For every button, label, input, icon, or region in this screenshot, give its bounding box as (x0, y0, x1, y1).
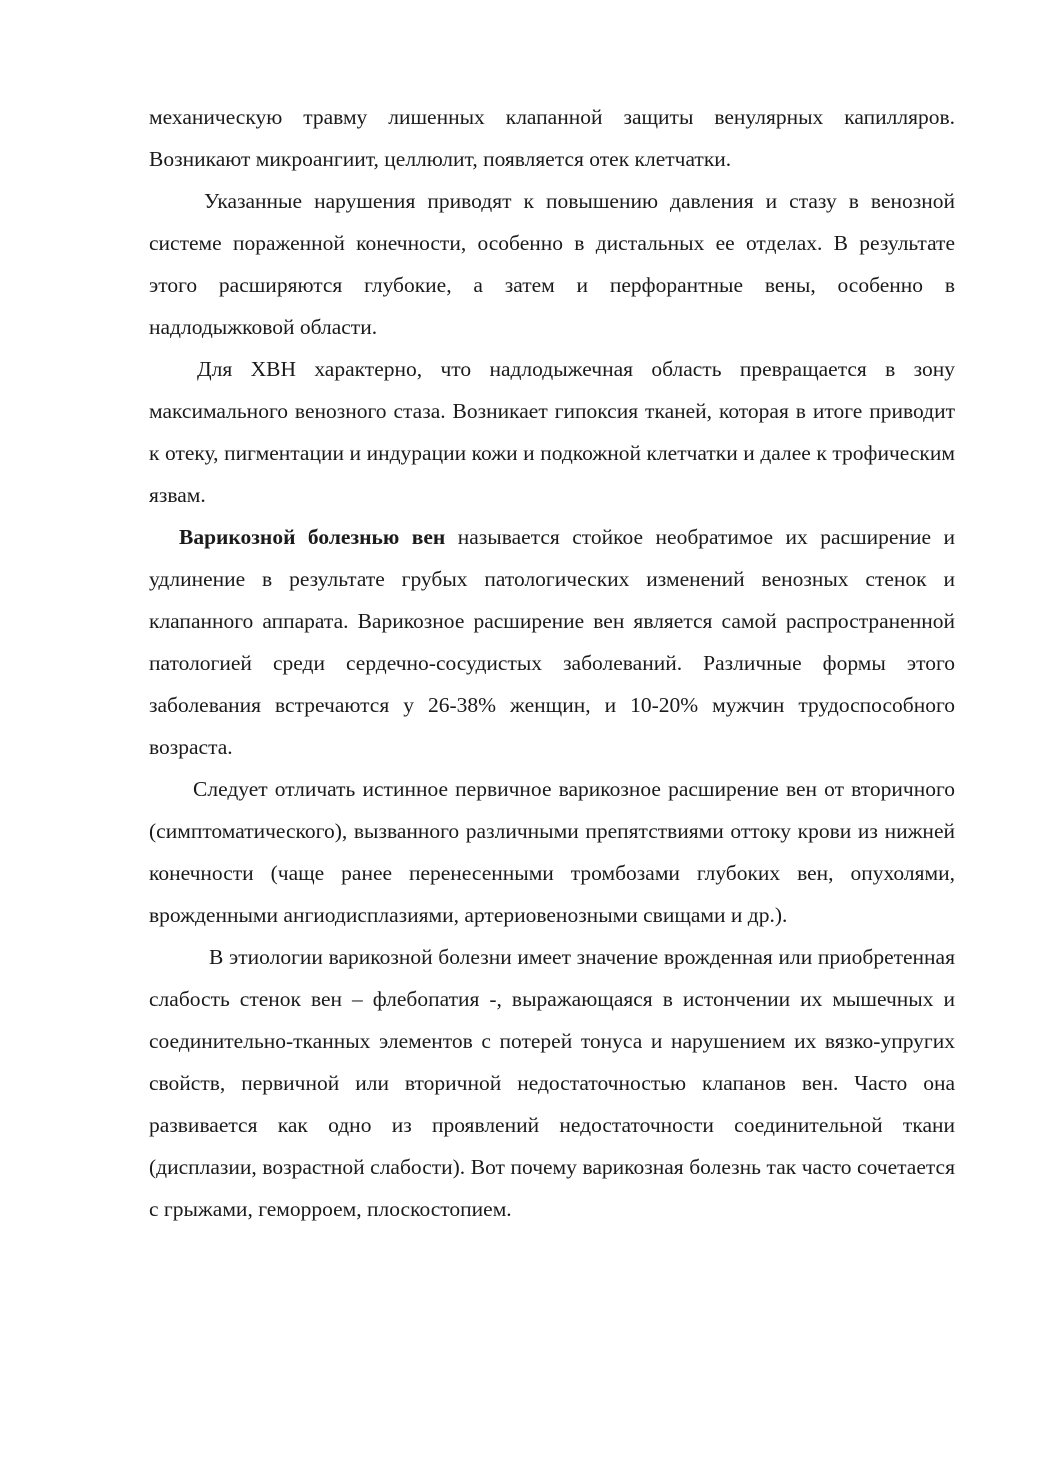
paragraph-varicose-definition-text: называется стойкое необратимое их расширение и удлинение в результате грубых патологических изменений венозных стенок и клапанного аппарата. Варикозное расширение вен является самой распространенной патологией среди сердечно-сосудистых заболеваний. Различные формы этого заболевания встречаются у 26-38% женщин, и 10-20% мужчин трудоспособного возраста. (149, 525, 955, 759)
paragraph-continuation: механическую травму лишенных клапанной защиты венулярных капилляров. Возникают микроангиит, целлюлит, появляется отек клетчатки. (149, 105, 955, 171)
paragraph-cvi: Для ХВН характерно, что надлодыжечная область превращается в зону максимального венозного стаза. Возникает гипоксия тканей, которая в итоге приводит к отеку, пигментации и индурации кожи и подкожной клетчатки и далее к трофическим язвам. (149, 357, 955, 507)
paragraph-pressure-stasis: Указанные нарушения приводят к повышению давления и стазу в венозной системе пораженной конечности, особенно в дистальных ее отделах. В результате этого расширяются глубокие, а затем и перфорантные вены, особенно в надлодыжковой области. (149, 189, 955, 339)
paragraph-varicose-definition (149, 516, 955, 768)
term-varicose-disease: Варикозной болезнью вен (179, 525, 446, 549)
paragraph-etiology: В этиологии варикозной болезни имеет значение врожденная или приобретенная слабость стенок вен – флебопатия -, выражающаяся в истончении их мышечных и соединительно-тканных элементов с потерей тонуса и нарушением их вязко-упругих свойств, первичной или вторичной недостаточностью клапанов вен. Часто она развивается как одно из проявлений недостаточности соединительной ткани (дисплазии, возрастной слабости). Вот почему варикозная болезнь так часто сочетается с грыжами, геморроем, плоскостопием. (149, 945, 955, 1221)
paragraph-primary-secondary: Следует отличать истинное первичное варикозное расширение вен от вторичного (симптоматического), вызванного различными препятствиями оттоку крови из нижней конечности (чаще ранее перенесенными тромбозами глубоких вен, опухолями, врожденными ангиодисплазиями, артериовенозными свищами и др.). (149, 777, 955, 927)
document-body (149, 96, 955, 1230)
